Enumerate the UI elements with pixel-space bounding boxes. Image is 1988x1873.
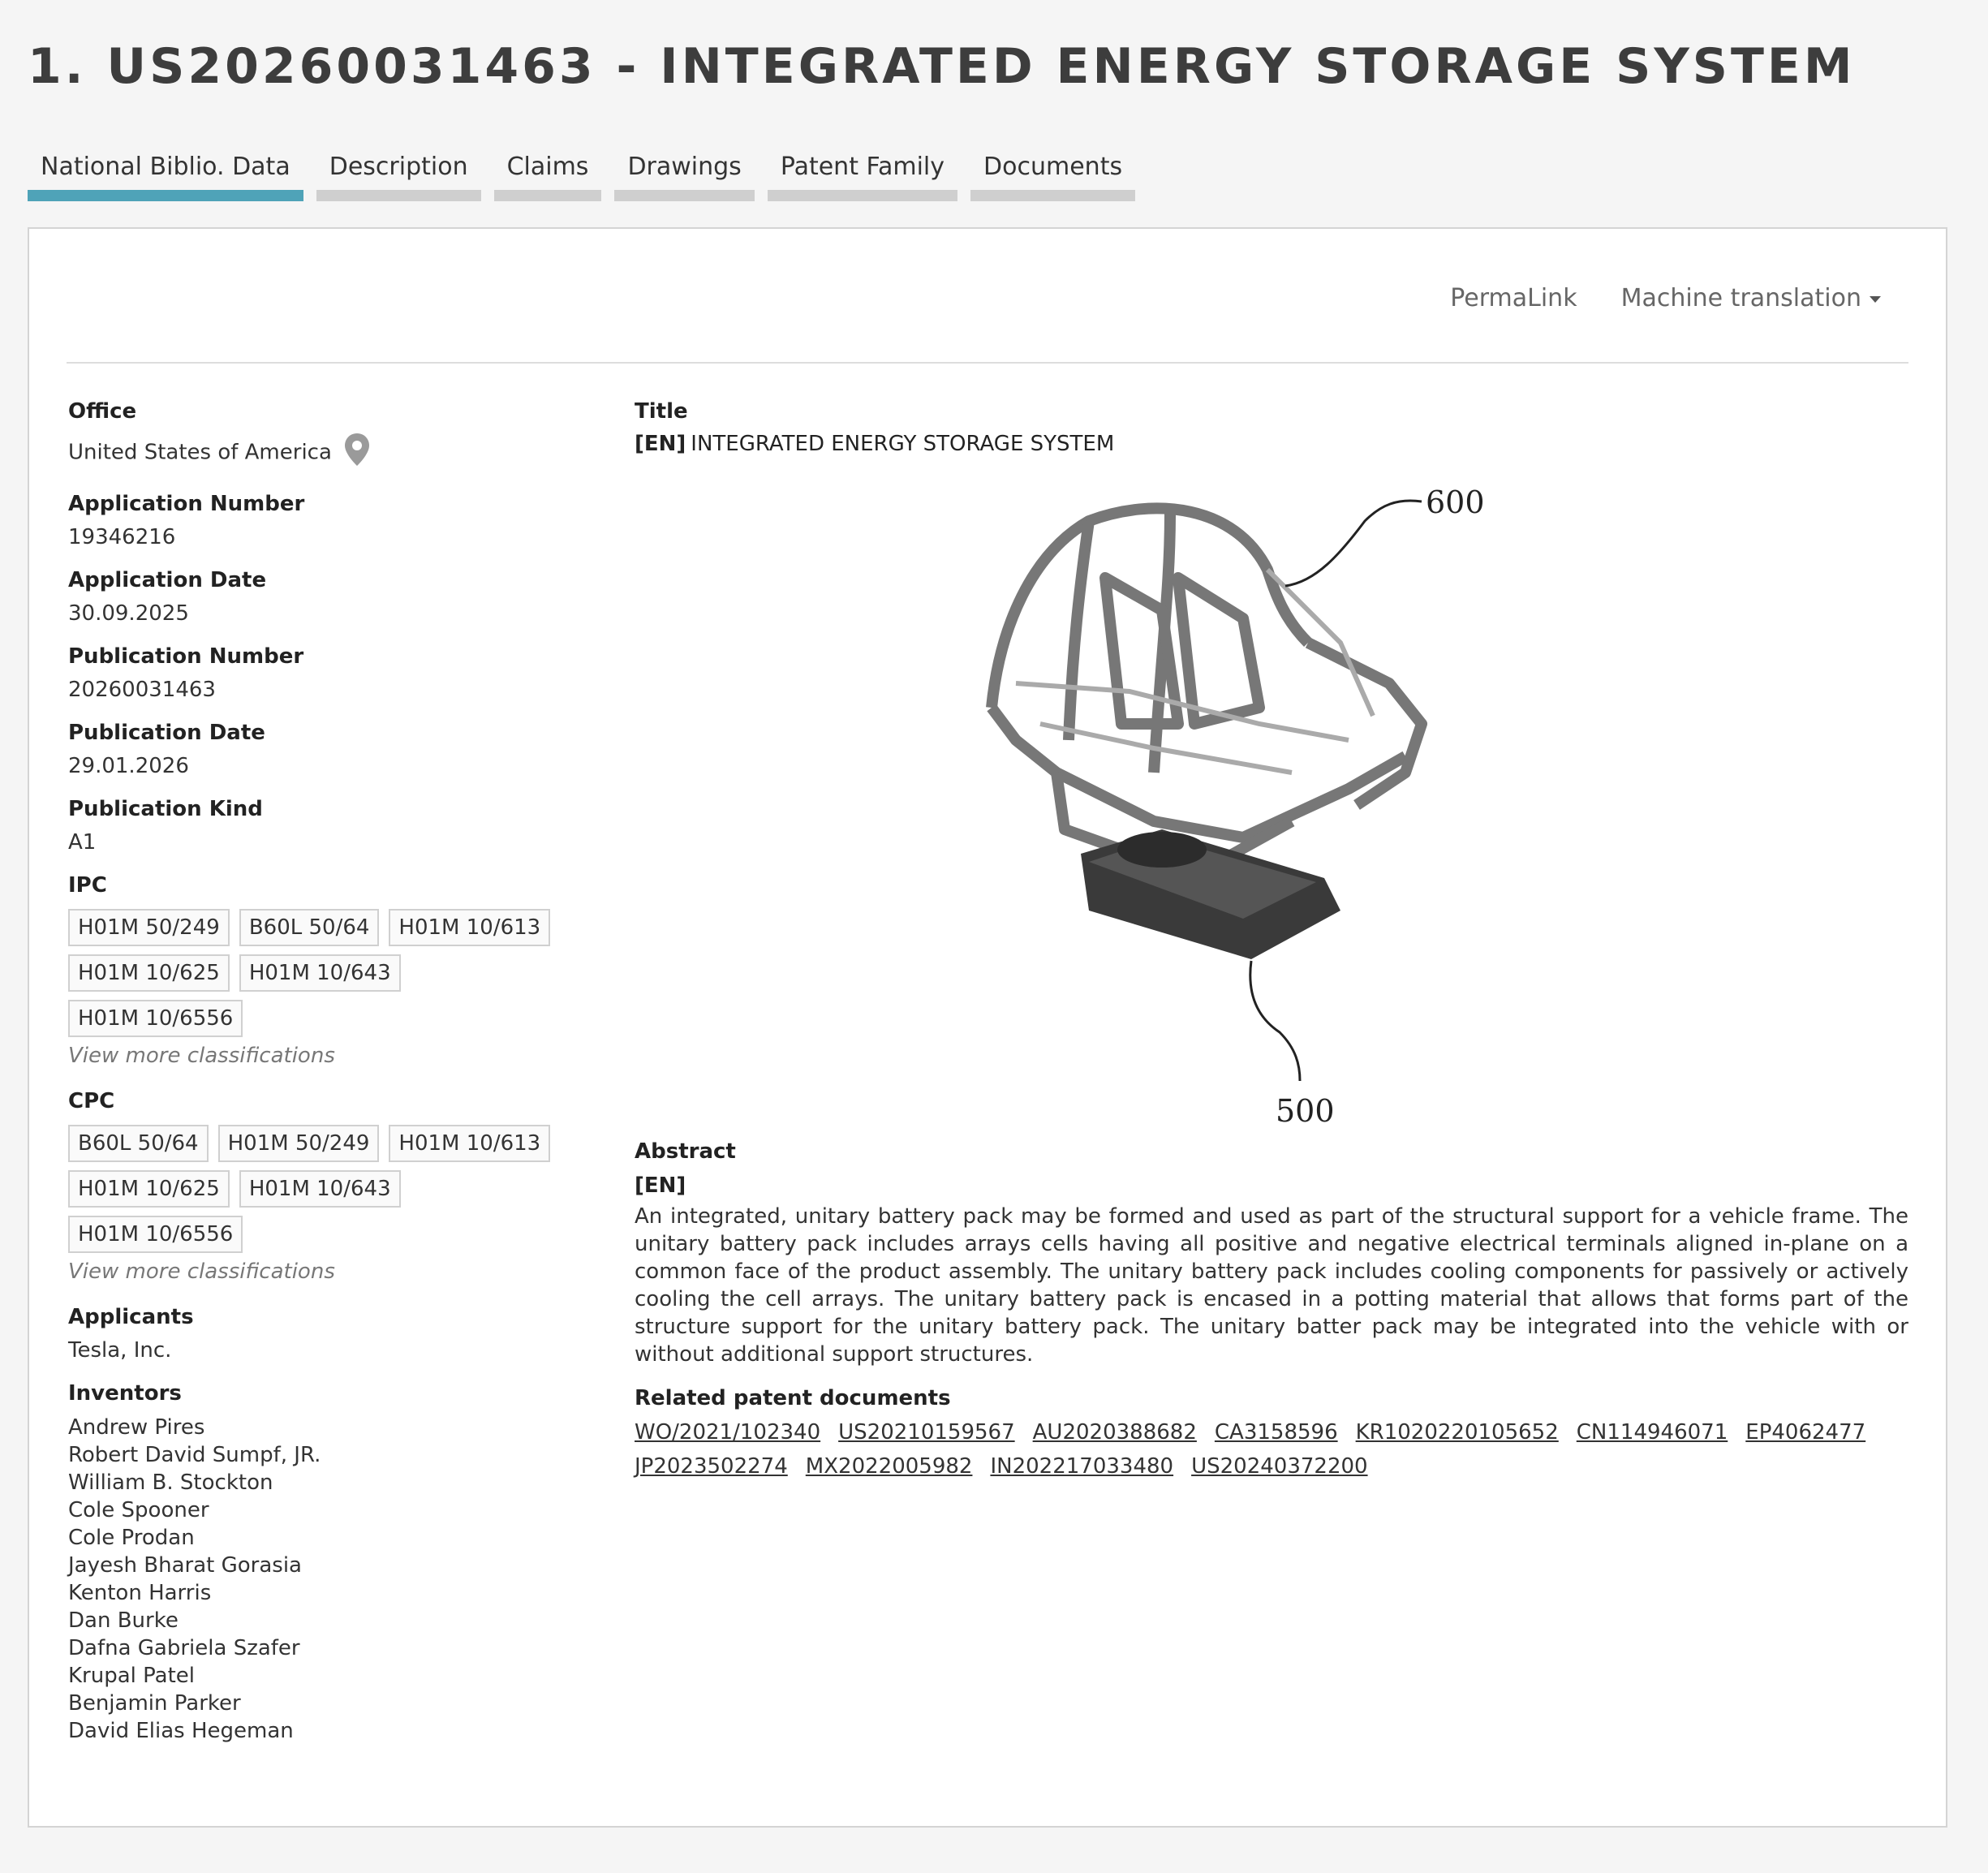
related-documents [635, 1386, 1908, 1479]
cpc-label: CPC [68, 1089, 115, 1113]
application-date-label: Application Date [68, 568, 267, 592]
ipc-chip[interactable]: B60L 50/64 [239, 909, 380, 946]
title-text: INTEGRATED ENERGY STORAGE SYSTEM [691, 432, 1115, 456]
related-doc-link[interactable]: CN114946071 [1576, 1420, 1728, 1445]
applicants-value: Tesla, Inc. [68, 1338, 172, 1363]
related-doc-link[interactable]: CA3158596 [1214, 1420, 1338, 1445]
related-doc-link[interactable]: US20210159567 [838, 1420, 1015, 1445]
application-date-value: 30.09.2025 [68, 601, 189, 626]
tab-patent-family[interactable]: Patent Family [768, 144, 957, 201]
abstract-lang: [EN] [635, 1173, 686, 1198]
inventor-name: William B. Stockton [68, 1470, 273, 1495]
office-name: United States of America [68, 440, 332, 465]
permalink-link[interactable]: PermaLink [1450, 284, 1577, 312]
inventor-name: Dan Burke [68, 1608, 179, 1633]
tab-bar [28, 144, 1148, 201]
title-lang: [EN] [635, 432, 686, 456]
abstract-text: An integrated, unitary battery pack may be formed and used as part of the structural support for a vehicle frame. The unitary battery pack includes arrays cells having all positive and negative electrical terminals aligned in-plane on a common face of the product assembly. The unitary battery pack includes cooling components for passively or actively cooling the cell arrays. The unitary battery pack is encased in a potting material that allows that forms part of the structure support for the unitary battery pack. The unitary batter pack may be integrated into the vehicle with or without additional support structures. [635, 1204, 1908, 1367]
tab-documents[interactable]: Documents [970, 144, 1135, 201]
inventor-name: Jayesh Bharat Gorasia [68, 1553, 302, 1578]
cpc-chip[interactable]: H01M 10/613 [389, 1125, 550, 1162]
related-doc-link[interactable]: KR1020220105652 [1355, 1420, 1559, 1445]
related-doc-link[interactable]: US20240372200 [1191, 1454, 1368, 1479]
publication-kind-label: Publication Kind [68, 797, 263, 821]
related-links [635, 1420, 1908, 1479]
machine-translation-label: Machine translation [1620, 284, 1861, 312]
publication-kind-value: A1 [68, 830, 97, 855]
tab-claims[interactable]: Claims [494, 144, 602, 201]
publication-date-label: Publication Date [68, 721, 265, 745]
ipc-chip[interactable]: H01M 10/6556 [68, 1000, 243, 1037]
related-doc-link[interactable]: MX2022005982 [805, 1454, 973, 1479]
figure-label-500: 500 [1276, 1093, 1335, 1129]
figure-label-600: 600 [1426, 484, 1485, 520]
related-doc-link[interactable]: IN202217033480 [990, 1454, 1174, 1479]
inventor-name: David Elias Hegeman [68, 1719, 294, 1743]
related-doc-link[interactable]: WO/2021/102340 [635, 1420, 821, 1445]
inventor-name: Benjamin Parker [68, 1691, 241, 1716]
main-column [635, 399, 1908, 1479]
publication-date-value: 29.01.2026 [68, 754, 189, 778]
machine-translation-dropdown[interactable] [1621, 284, 1881, 312]
inventor-name: Cole Prodan [68, 1526, 195, 1550]
publication-number-label: Publication Number [68, 644, 304, 669]
tab-drawings[interactable]: Drawings [614, 144, 754, 201]
map-pin-icon[interactable] [343, 432, 371, 474]
application-number-label: Application Number [68, 492, 305, 516]
content-panel [28, 227, 1947, 1828]
ipc-chip[interactable]: H01M 10/613 [389, 909, 550, 946]
title-value [635, 432, 1908, 456]
page-title: 1. US20260031463 - INTEGRATED ENERGY STORAGE SYSTEM [28, 38, 1856, 95]
related-doc-link[interactable]: EP4062477 [1745, 1420, 1866, 1445]
view-more-ipc-link[interactable]: View more classifications [68, 1044, 335, 1068]
biblio-column [68, 399, 587, 1745]
patent-drawing[interactable] [967, 480, 1535, 1130]
tab-description[interactable]: Description [316, 144, 481, 201]
ipc-chips [68, 909, 555, 1037]
inventor-name: Krupal Patel [68, 1664, 195, 1688]
tab-national-biblio-data[interactable]: National Biblio. Data [28, 144, 303, 201]
inventor-name: Dafna Gabriela Szafer [68, 1636, 300, 1660]
inventor-name: Andrew Pires [68, 1415, 205, 1440]
related-label: Related patent documents [635, 1386, 951, 1410]
office-label: Office [68, 399, 137, 424]
toolbar [1450, 284, 1881, 312]
application-number-value: 19346216 [68, 525, 176, 549]
cpc-chips [68, 1125, 555, 1253]
cpc-chip[interactable]: H01M 10/625 [68, 1170, 230, 1208]
inventor-name: Robert David Sumpf, JR. [68, 1443, 321, 1467]
ipc-chip[interactable]: H01M 50/249 [68, 909, 230, 946]
divider [67, 362, 1908, 364]
title-label: Title [635, 399, 688, 424]
abstract-section [635, 1139, 1908, 1368]
related-doc-link[interactable]: AU2020388682 [1032, 1420, 1197, 1445]
publication-number-value: 20260031463 [68, 678, 216, 702]
cpc-chip[interactable]: H01M 10/6556 [68, 1216, 243, 1253]
cpc-chip[interactable]: H01M 50/249 [218, 1125, 380, 1162]
related-doc-link[interactable]: JP2023502274 [635, 1454, 788, 1479]
caret-down-icon [1870, 296, 1881, 303]
ipc-chip[interactable]: H01M 10/643 [239, 954, 401, 992]
office-value [68, 432, 587, 474]
inventor-name: Kenton Harris [68, 1581, 212, 1605]
inventor-name: Cole Spooner [68, 1498, 209, 1522]
abstract-label: Abstract [635, 1139, 736, 1164]
cpc-chip[interactable]: H01M 10/643 [239, 1170, 401, 1208]
view-more-cpc-link[interactable]: View more classifications [68, 1259, 335, 1284]
applicants-label: Applicants [68, 1305, 194, 1329]
cpc-chip[interactable]: B60L 50/64 [68, 1125, 209, 1162]
inventors-list [68, 1414, 587, 1745]
inventors-label: Inventors [68, 1381, 182, 1406]
ipc-label: IPC [68, 873, 107, 898]
ipc-chip[interactable]: H01M 10/625 [68, 954, 230, 992]
